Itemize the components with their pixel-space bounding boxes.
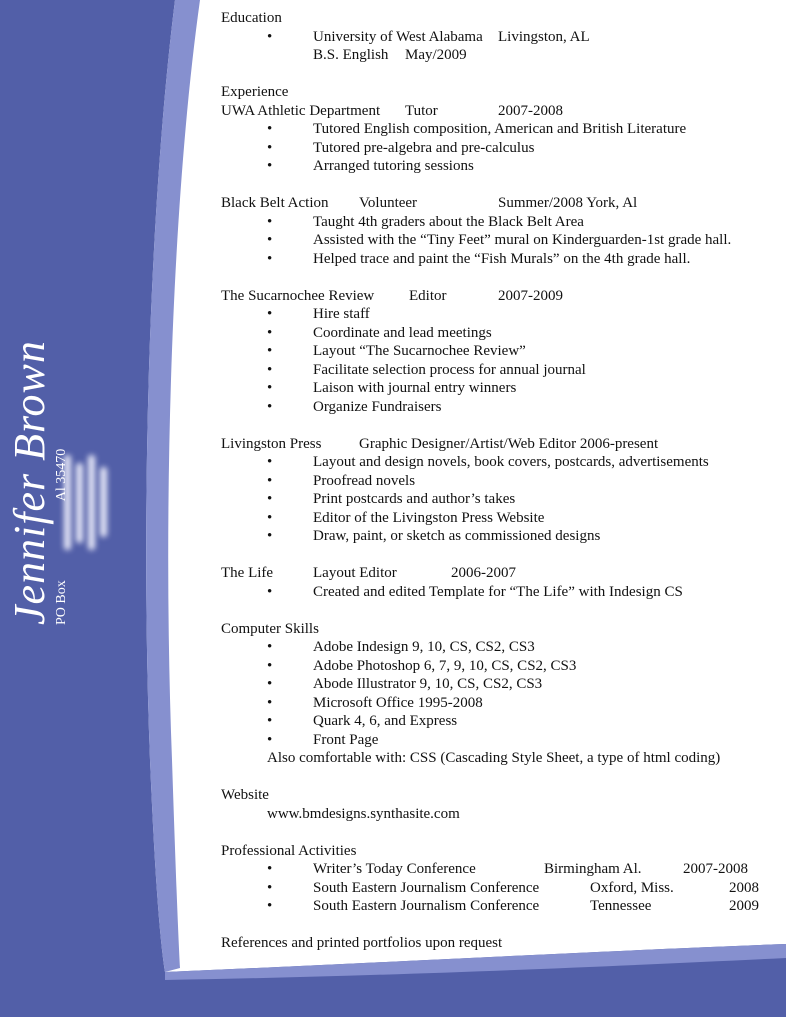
- activity-year: 2007-2008: [683, 861, 748, 877]
- list-item: • Editor of the Livingston Press Website: [267, 509, 545, 526]
- education-degree-line: [221, 46, 781, 65]
- job-header: [221, 435, 781, 454]
- list-item: • Print postcards and author’s takes: [267, 491, 516, 507]
- job-org: The Sucarnochee Review: [221, 287, 375, 304]
- list-item: • Tutored pre-algebra and pre-calculus: [267, 139, 535, 156]
- website-link[interactable]: www.bmdesigns.synthasite.com: [267, 805, 460, 822]
- section-heading-website: Website: [221, 787, 269, 803]
- job-org: The Life: [221, 565, 274, 581]
- activity-item: • South Eastern Journalism Conference Tennessee 2009: [267, 898, 759, 914]
- activity-item: • South Eastern Journalism Conference Oxford, Miss. 2008: [267, 879, 759, 896]
- list-item: • Front Page: [267, 731, 379, 748]
- bullet: •: [267, 28, 273, 45]
- activity-place: Tennessee: [590, 898, 652, 914]
- section-heading-experience: Experience: [221, 84, 289, 100]
- section-heading-activities: Professional Activities: [221, 842, 357, 859]
- sidebar-contact: [5, 340, 78, 625]
- job-role: Volunteer: [359, 195, 418, 211]
- activity-name: South Eastern Journalism Conference: [313, 898, 540, 914]
- activity-place: Birmingham Al.: [544, 861, 642, 877]
- job-role: Editor: [409, 287, 447, 304]
- list-item: • Draw, paint, or sketch as commissioned designs: [267, 528, 601, 544]
- list-item: • Adobe Photoshop 6, 7, 9, 10, CS, CS2, CS3: [267, 657, 577, 674]
- skills-also: Also comfortable with: CSS (Cascading Style Sheet, a type of html coding): [267, 750, 721, 766]
- job-dates: 2006-2007: [451, 565, 516, 581]
- degree: B.S. English: [313, 47, 389, 63]
- job-header: [221, 564, 781, 583]
- list-item: • Layout “The Sucarnochee Review”: [267, 343, 526, 359]
- job-role: Layout Editor: [313, 565, 397, 581]
- degree-date: May/2009: [405, 47, 467, 63]
- job-role: Tutor: [405, 102, 438, 119]
- list-item: • Arranged tutoring sessions: [267, 158, 474, 174]
- job-dates: Summer/2008 York, Al: [498, 195, 638, 211]
- school-name: University of West Alabama: [313, 28, 483, 45]
- school-location: Livingston, AL: [498, 28, 590, 45]
- resume-body: [221, 9, 781, 953]
- list-item: • Laison with journal entry winners: [267, 380, 517, 396]
- address-zip: Al 35470: [54, 448, 69, 502]
- list-item: • Layout and design novels, book covers, postcards, advertisements: [267, 454, 709, 470]
- applicant-address: [54, 385, 70, 625]
- list-item: • Hire staff: [267, 306, 370, 322]
- applicant-name: Jennifer Brown: [5, 340, 54, 625]
- list-item: • Microsoft Office 1995-2008: [267, 694, 483, 711]
- job-dates: 2007-2008: [498, 102, 563, 119]
- list-item: • Adobe Indesign 9, 10, CS, CS2, CS3: [267, 639, 535, 655]
- list-item: • Quark 4, 6, and Express: [267, 713, 458, 729]
- job-header: [221, 194, 781, 213]
- section-heading-education: Education: [221, 10, 282, 26]
- list-item: • Assisted with the “Tiny Feet” mural on Kinderguarden-1st grade hall.: [267, 232, 732, 248]
- address-po-box: PO Box: [54, 580, 69, 625]
- job-org: Livingston Press: [221, 435, 322, 452]
- job-header: [221, 287, 781, 306]
- activity-name: Writer’s Today Conference: [313, 861, 476, 877]
- activity-year: 2009: [729, 898, 759, 914]
- list-item: • Taught 4th graders about the Black Belt Area: [267, 213, 584, 230]
- list-item: • Tutored English composition, American and British Literature: [267, 121, 687, 137]
- activity-place: Oxford, Miss.: [590, 879, 674, 896]
- job-org: UWA Athletic Department: [221, 102, 381, 119]
- activity-year: 2008: [729, 879, 759, 896]
- list-item: • Coordinate and lead meetings: [267, 324, 492, 341]
- section-heading-skills: Computer Skills: [221, 620, 319, 637]
- footer-note: References and printed portfolios upon request: [221, 935, 503, 951]
- list-item: • Helped trace and paint the “Fish Murals” on the 4th grade hall.: [267, 250, 691, 267]
- activity-item: • Writer’s Today Conference Birmingham Al. 2007-2008: [267, 861, 748, 877]
- list-item: • Proofread novels: [267, 472, 416, 489]
- job-dates: 2007-2009: [498, 287, 563, 304]
- education-school-line: [221, 28, 781, 47]
- list-item: • Organize Fundraisers: [267, 398, 442, 415]
- list-item: • Created and edited Template for “The Life” with Indesign CS: [267, 583, 683, 600]
- activity-name: South Eastern Journalism Conference: [313, 879, 540, 896]
- list-item: • Abode Illustrator 9, 10, CS, CS2, CS3: [267, 676, 543, 692]
- job-role-dates: Graphic Designer/Artist/Web Editor 2006-present: [359, 435, 659, 452]
- job-header: [221, 102, 781, 121]
- job-org: Black Belt Action: [221, 195, 329, 211]
- list-item: • Facilitate selection process for annual journal: [267, 361, 586, 378]
